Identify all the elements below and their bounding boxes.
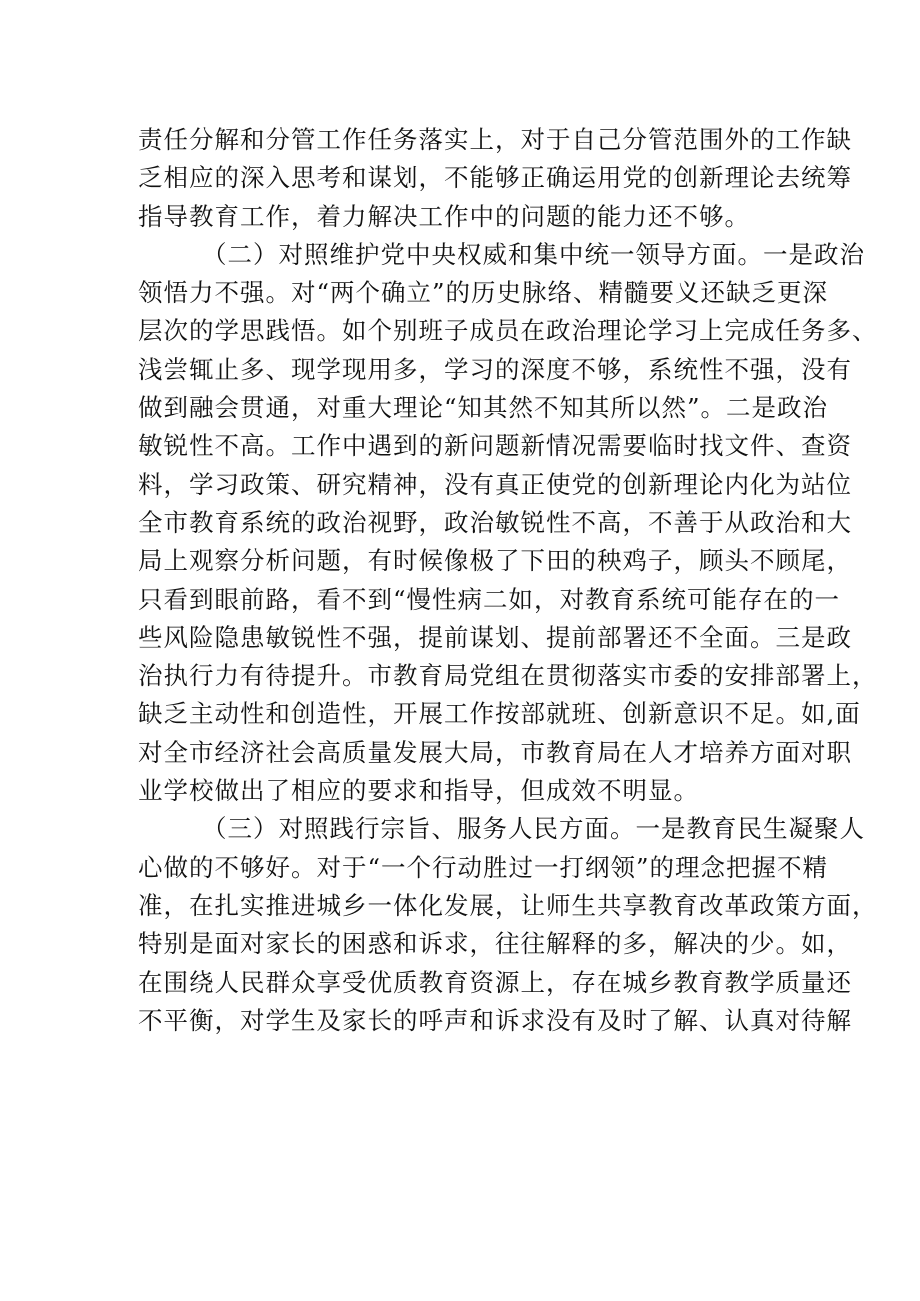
text-line: 乏相应的深入思考和谋划，不能够正确运用党的创新理论去统筹	[138, 163, 852, 193]
section-heading-line: （二）对照维护党中央权威和集中统一领导方面。一是政治	[202, 239, 865, 269]
text-line: 治执行力有待提升。市教育局党组在贯彻落实市委的安排部署上，	[138, 661, 878, 691]
text-line: 准，在扎实推进城乡一体化发展，让师生共享教育改革政策方面，	[138, 890, 878, 920]
text-line: 敏锐性不高。工作中遇到的新问题新情况需要临时找文件、查资	[138, 431, 852, 461]
text-line: 料，学习政策、研究精神，没有真正使党的创新理论内化为站位	[138, 469, 852, 499]
text-line: 对全市经济社会高质量发展大局，市教育局在人才培养方面对职	[138, 737, 852, 767]
text-line: 责任分解和分管工作任务落实上，对于自己分管范围外的工作缺	[138, 125, 852, 154]
text-line: 做到融会贯通，对重大理论“知其然不知其所以然”。二是政治	[138, 393, 829, 423]
text-line: 些风险隐患敏锐性不强，提前谋划、提前部署还不全面。三是政	[138, 622, 852, 652]
text-line: 浅尝辄止多、现学现用多，学习的深度不够，系统性不强，没有	[138, 354, 852, 384]
text-line: 特别是面对家长的困惑和诉求，往往解释的多，解决的少。如，	[138, 929, 852, 959]
text-line: 在围绕人民群众享受优质教育资源上，存在城乡教育教学质量还	[138, 967, 852, 997]
document-body	[138, 121, 878, 1040]
text-line: 领悟力不强。对“两个确立”的历史脉络、精髓要义还缺乏更深	[138, 278, 829, 308]
text-line: 缺乏主动性和创造性，开展工作按部就班、创新意识不足。如,面	[138, 699, 861, 729]
text-line: 指导教育工作，着力解决工作中的问题的能力还不够。	[138, 201, 750, 231]
text-line: 层次的学思践悟。如个别班子成员在政治理论学习上完成任务多、	[138, 316, 878, 346]
text-line: 业学校做出了相应的要求和指导，但成效不明显。	[138, 776, 699, 806]
text-line: 局上观察分析问题，有时候像极了下田的秧鸡子，顾头不顾尾，	[138, 546, 852, 576]
section-heading-line: （三）对照践行宗旨、服务人民方面。一是教育民生凝聚人	[202, 814, 865, 844]
text-line: 心做的不够好。对于“一个行动胜过一打纲领”的理念把握不精	[138, 852, 829, 882]
text-line: 全市教育系统的政治视野，政治敏锐性不高，不善于从政治和大	[138, 507, 852, 537]
text-line: 不平衡，对学生及家长的呼声和诉求没有及时了解、认真对待解	[138, 1005, 852, 1035]
text-line: 只看到眼前路，看不到“慢性病二如，对教育系统可能存在的一	[138, 584, 841, 614]
